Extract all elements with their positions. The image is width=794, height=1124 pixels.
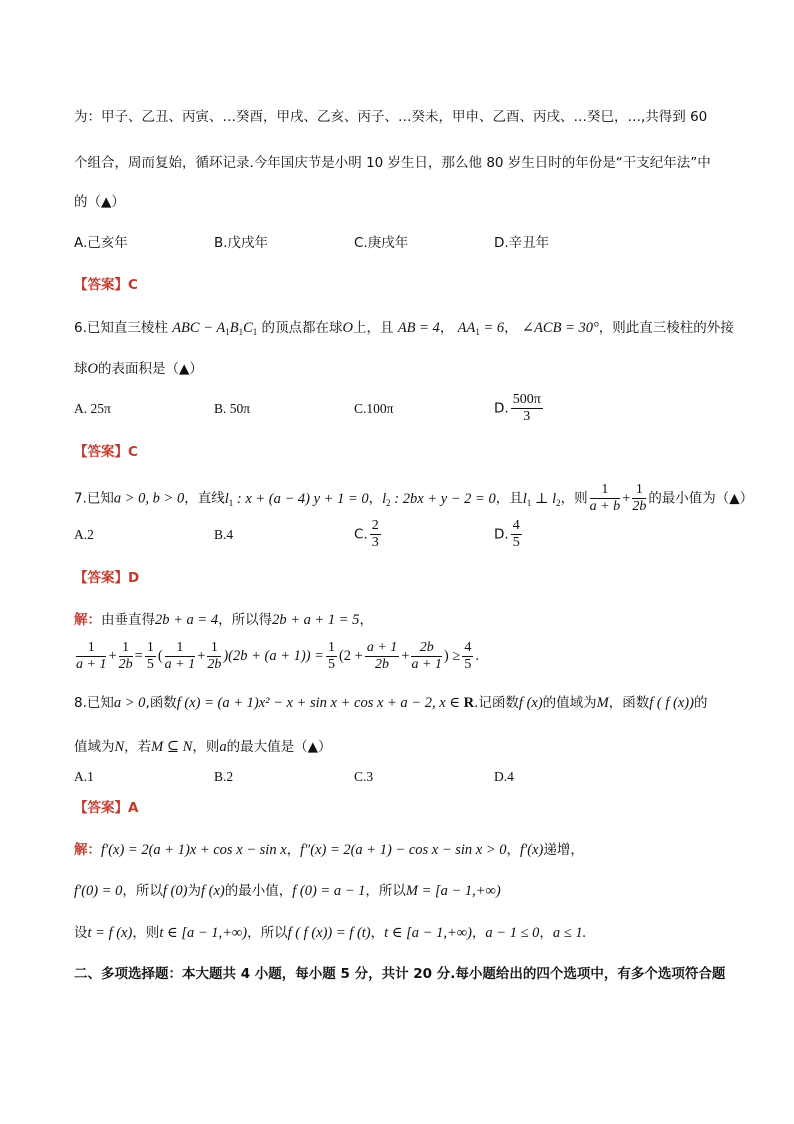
q7-sol-f3-num: 1	[145, 640, 156, 657]
q5-option-d: D.辛丑年	[494, 235, 550, 251]
q6-question-line-1: 6.已知直三棱柱 ABC − $A_1B_1C_1$ 的顶点都在球O上，且 AB = 4， $AA_1 = 6$， ∠ACB = 30°，则此直三棱柱的外接	[74, 320, 734, 337]
q7-perp-l1: l	[522, 490, 527, 507]
q7-option-c-label: C.	[354, 526, 368, 543]
q8-ffx: f ( f (x))	[649, 695, 694, 711]
q8-line2-mid2: ，则	[192, 739, 220, 755]
q7-sol-f6-den: 5	[327, 657, 335, 673]
q6-sub: 1	[252, 327, 258, 337]
q7-option-d-num: 4	[511, 518, 522, 535]
q7-sol-mid: )(2b + (a + 1)) =	[223, 647, 324, 664]
q7-sol-f7	[365, 640, 399, 673]
q7-perp-l2: ⊥ l	[531, 490, 557, 507]
q6-prism	[172, 320, 257, 336]
q7-option-c	[354, 518, 383, 551]
q5-option-c: C.庚戌年	[354, 235, 409, 251]
q7-sol-text1: 由垂直得	[101, 612, 155, 628]
q8-prefix: 8.已知	[74, 695, 114, 711]
q7-mid2: ，且	[495, 490, 523, 507]
q8-sol3-d: t ∈ [a − 1,+∞)	[384, 925, 472, 941]
q6-sub: 1	[225, 327, 230, 337]
q7-sol-f4-den: a + 1	[164, 657, 196, 673]
q7-sol-eq: =	[134, 647, 143, 664]
q6-answer: 【答案】C	[74, 444, 138, 460]
q7-l2: l	[382, 490, 387, 507]
q7-sol-f9-den: 5	[464, 657, 472, 673]
q7-sol-eq2: 2b + a + 1 = 5	[272, 612, 360, 628]
q8-sol1-sep2: ，	[506, 842, 521, 858]
q7-solution-label: 解：	[74, 612, 101, 628]
q6-option-d-num: 500π	[511, 392, 543, 409]
q8-sol3-t1: 设	[74, 925, 88, 941]
q7-frac-1	[590, 482, 620, 515]
q6-mid2: 上，且	[353, 320, 394, 336]
q7-sol-f6-num: 1	[326, 640, 337, 657]
q7-sol-text3: ，	[359, 612, 373, 628]
q8-real-set: R	[463, 695, 475, 711]
q7-option-d-den: 5	[512, 535, 520, 551]
q7-option-d-label: D.	[494, 526, 509, 543]
q7-sol-f2	[119, 640, 133, 673]
q6-tail: ，则此直三棱柱的外接	[598, 320, 734, 336]
q7-option-d-frac	[511, 518, 522, 551]
q8-mid2: .记函数	[474, 695, 519, 711]
q6-aa1-val: = 6	[479, 320, 505, 336]
q8-sol2-e: M = [a − 1,+∞)	[405, 883, 501, 899]
q7-sol-open2: (2 +	[338, 647, 363, 664]
q8-question-line-1	[74, 696, 707, 711]
q8-solution-line-2	[74, 884, 501, 899]
q7-sol-f2-den: 2b	[118, 657, 133, 673]
q6-angle: ∠ACB = 30°	[521, 320, 599, 336]
q8-M: M	[596, 695, 609, 711]
q7-option-a: A.2	[74, 527, 94, 542]
q7-perp-sub1: 1	[526, 497, 532, 508]
q8-tail: 的	[693, 695, 708, 711]
q8-option-d: D.4	[494, 769, 514, 784]
q7-option-c-den: 3	[371, 535, 379, 551]
q7-sol-f5	[207, 640, 221, 673]
q7-perp-sub2: 2	[556, 497, 561, 508]
q8-condition: a > 0	[113, 695, 146, 711]
q7-condition: a > 0, b > 0	[113, 490, 185, 507]
q8-sol2-t1: ，所以	[122, 883, 163, 899]
q7-sol-f4	[165, 640, 195, 673]
q8-fx: f (x)	[518, 695, 543, 711]
q6-sphere-o: O	[342, 320, 354, 336]
q8-solution-line-1	[74, 843, 584, 858]
q5-option-b: B.戊戌年	[214, 235, 269, 251]
q7-sol-f7-num: a + 1	[365, 640, 399, 657]
q8-sol2-b: f (0)	[162, 883, 188, 899]
q7-sol-close: ) ≥	[443, 647, 461, 664]
q6-b: B	[229, 320, 239, 336]
q7-frac1-num: 1	[590, 482, 620, 499]
q7-sol-f1	[76, 640, 106, 673]
q7-l1: l	[224, 490, 229, 507]
q8-sol2-c: f (x)	[200, 883, 225, 899]
q8-line2-mid: ，若	[124, 739, 152, 755]
q7-l1-sub: 1	[228, 497, 234, 508]
q6-option-d-den: 3	[523, 409, 531, 425]
q8-sol3-b: t ∈ [a − 1,+∞)	[159, 925, 248, 941]
q7-sol-f7-den: 2b	[375, 657, 390, 673]
q8-option-c: C.3	[354, 769, 374, 784]
q7-frac2-den: 2b	[632, 499, 647, 515]
q8-sol1-sep: ，	[286, 842, 301, 858]
intro-line-3: 的（▲）	[74, 194, 125, 210]
q7-l1-eq: : x + (a − 4) y + 1 = 0	[233, 490, 369, 507]
q8-sol2-t4: ，所以	[365, 883, 406, 899]
q6-question-line-2	[74, 362, 203, 377]
q6-option-d-frac	[511, 392, 543, 425]
q8-sol2-a: f′(0) = 0	[74, 883, 123, 899]
q6-sphere-o-2: O	[87, 361, 98, 377]
q8-option-a: A.1	[74, 769, 94, 784]
q8-function: f (x) = (a + 1)x² − x + sin x + cos x + a − 2, x ∈	[176, 695, 464, 711]
q8-subset: M ⊆ N	[151, 739, 193, 755]
q7-sep: ，	[368, 490, 383, 507]
q8-option-b: B.2	[214, 769, 234, 784]
q6-aa1-text: AA	[457, 320, 476, 336]
q7-mid1: ，直线	[184, 490, 225, 507]
q6-c: C	[243, 320, 253, 336]
q7-sol-f3-den: 5	[146, 657, 154, 673]
q7-sol-f6	[326, 640, 337, 673]
q8-sol1-tail: 递增，	[543, 842, 584, 858]
q8-sol2-t3: 的最小值，	[224, 883, 293, 899]
intro-line-2: 个组合，周而复始，循环记录.今年国庆节是小明 10 岁生日，那么他 80 岁生日时的年份是“干支纪年法”中	[74, 155, 711, 171]
section-heading: 二、多项选择题：本大题共 4 小题，每小题 5 分，共计 20 分.每小题给出的四个选项中，有多个选项符合题	[74, 966, 726, 982]
q7-sol-plus2: +	[197, 647, 206, 664]
q7-mid3: ，则	[560, 490, 588, 507]
q7-frac2-num: 1	[632, 482, 646, 499]
q7-solution-line-2	[74, 640, 479, 673]
q6-option-c: C.100π	[354, 401, 394, 416]
q7-sol-open: (	[157, 647, 163, 664]
q7-option-b: B.4	[214, 527, 234, 542]
q7-line-l2	[382, 491, 496, 507]
q8-mid3: 的值域为	[542, 695, 597, 711]
q7-sol-eq1: 2b + a = 4	[155, 612, 219, 628]
q7-sol-f9	[462, 640, 473, 673]
q6-sub: 1	[238, 327, 244, 337]
q6-line2-prefix: 球	[74, 361, 88, 377]
q7-l2-sub: 2	[386, 497, 391, 508]
q8-line2-tail: 的最大值是（▲）	[226, 739, 332, 755]
q6-ab: AB = 4	[397, 320, 440, 336]
intro-line-1: 为：甲子、乙丑、丙寅、…癸酉，甲戌、乙亥、丙子、…癸未，甲申、乙酉、丙戌、…癸巳，…,共得到 60	[74, 109, 708, 125]
q5-option-a: A.己亥年	[74, 235, 128, 251]
q7-sol-f9-num: 4	[462, 640, 473, 657]
q8-sol3-f: a ≤ 1.	[552, 925, 587, 941]
q6-option-d	[494, 392, 545, 425]
q8-sol3-t5: ，	[471, 925, 486, 941]
q8-solution-line-3	[74, 926, 586, 941]
q7-line-l1	[225, 491, 369, 507]
q7-sol-f3	[145, 640, 156, 673]
q8-sol3-t6: ，	[539, 925, 553, 941]
q8-sol3-t2: ，则	[132, 925, 160, 941]
q7-sol-f8-num: 2b	[411, 640, 441, 657]
q7-sol-f5-num: 1	[207, 640, 221, 657]
q7-option-d	[494, 518, 524, 551]
q7-question-line	[74, 482, 753, 515]
q8-answer: 【答案】A	[74, 800, 139, 816]
q7-solution-line-1	[74, 613, 373, 628]
q8-N: N	[114, 739, 125, 755]
q7-frac1-den: a + b	[589, 499, 621, 515]
q8-sol1-c: f′(x)	[520, 842, 544, 858]
q8-sol2-d: f (0) = a − 1	[292, 883, 366, 899]
q7-perp	[523, 491, 561, 507]
q7-l2-eq: : 2bx + y − 2 = 0	[390, 490, 496, 507]
q7-prefix: 7.已知	[74, 490, 114, 507]
q6-sub: 1	[475, 327, 480, 337]
q8-mid1: ,函数	[145, 695, 177, 711]
q7-sol-f1-num: 1	[76, 640, 106, 657]
q7-sol-f8-den: a + 1	[411, 657, 442, 673]
q7-option-c-num: 2	[370, 518, 381, 535]
q7-answer: 【答案】D	[74, 570, 140, 586]
q6-prism-text: ABC − A	[172, 320, 226, 336]
q7-sol-f4-num: 1	[165, 640, 195, 657]
q8-sol2-t2: 为	[187, 883, 201, 899]
q8-sol3-t4: ，	[370, 925, 385, 941]
q7-sol-f2-num: 1	[119, 640, 133, 657]
q6-line2-suffix: 的表面积是（▲）	[97, 361, 203, 377]
q5-answer: 【答案】C	[74, 277, 138, 293]
q7-sol-f1-den: a + 1	[76, 657, 107, 673]
q8-sol3-a: t = f (x)	[87, 925, 133, 941]
q7-sol-f8	[411, 640, 441, 673]
q6-option-b: B. 50π	[214, 401, 251, 416]
q6-option-d-label: D.	[494, 400, 509, 417]
q7-sol-dot: .	[475, 647, 479, 664]
q7-sol-plus1: +	[108, 647, 117, 664]
q6-option-a: A. 25π	[74, 401, 111, 416]
q7-sol-plus3: +	[401, 647, 410, 664]
q8-mid4: ，函数	[608, 695, 650, 711]
q7-sol-text2: ，所以得	[218, 612, 273, 628]
q7-frac-2	[632, 482, 646, 515]
q6-mid1: 的顶点都在球	[261, 320, 343, 336]
q8-sol3-c: f ( f (x)) = f (t)	[287, 925, 371, 941]
q8-sol1-b: f″(x) = 2(a + 1) − cos x − sin x > 0	[300, 842, 507, 858]
q6-aa1	[458, 320, 505, 336]
q8-line2-prefix: 值域为	[74, 739, 115, 755]
q8-question-line-2	[74, 740, 331, 755]
q7-option-c-frac	[370, 518, 381, 551]
q8-solution-label: 解：	[74, 842, 101, 858]
q7-sol-f5-den: 2b	[207, 657, 222, 673]
q8-sol3-e: a − 1 ≤ 0	[485, 925, 540, 941]
q6-prefix: 6.已知直三棱柱	[74, 320, 168, 336]
q7-plus: +	[622, 490, 631, 507]
q7-tail: 的最小值为（▲）	[648, 490, 754, 507]
q8-sol3-t3: ，所以	[247, 925, 288, 941]
q8-sol1-a: f′(x) = 2(a + 1)x + cos x − sin x	[101, 842, 287, 858]
q8-a: a	[219, 739, 227, 755]
